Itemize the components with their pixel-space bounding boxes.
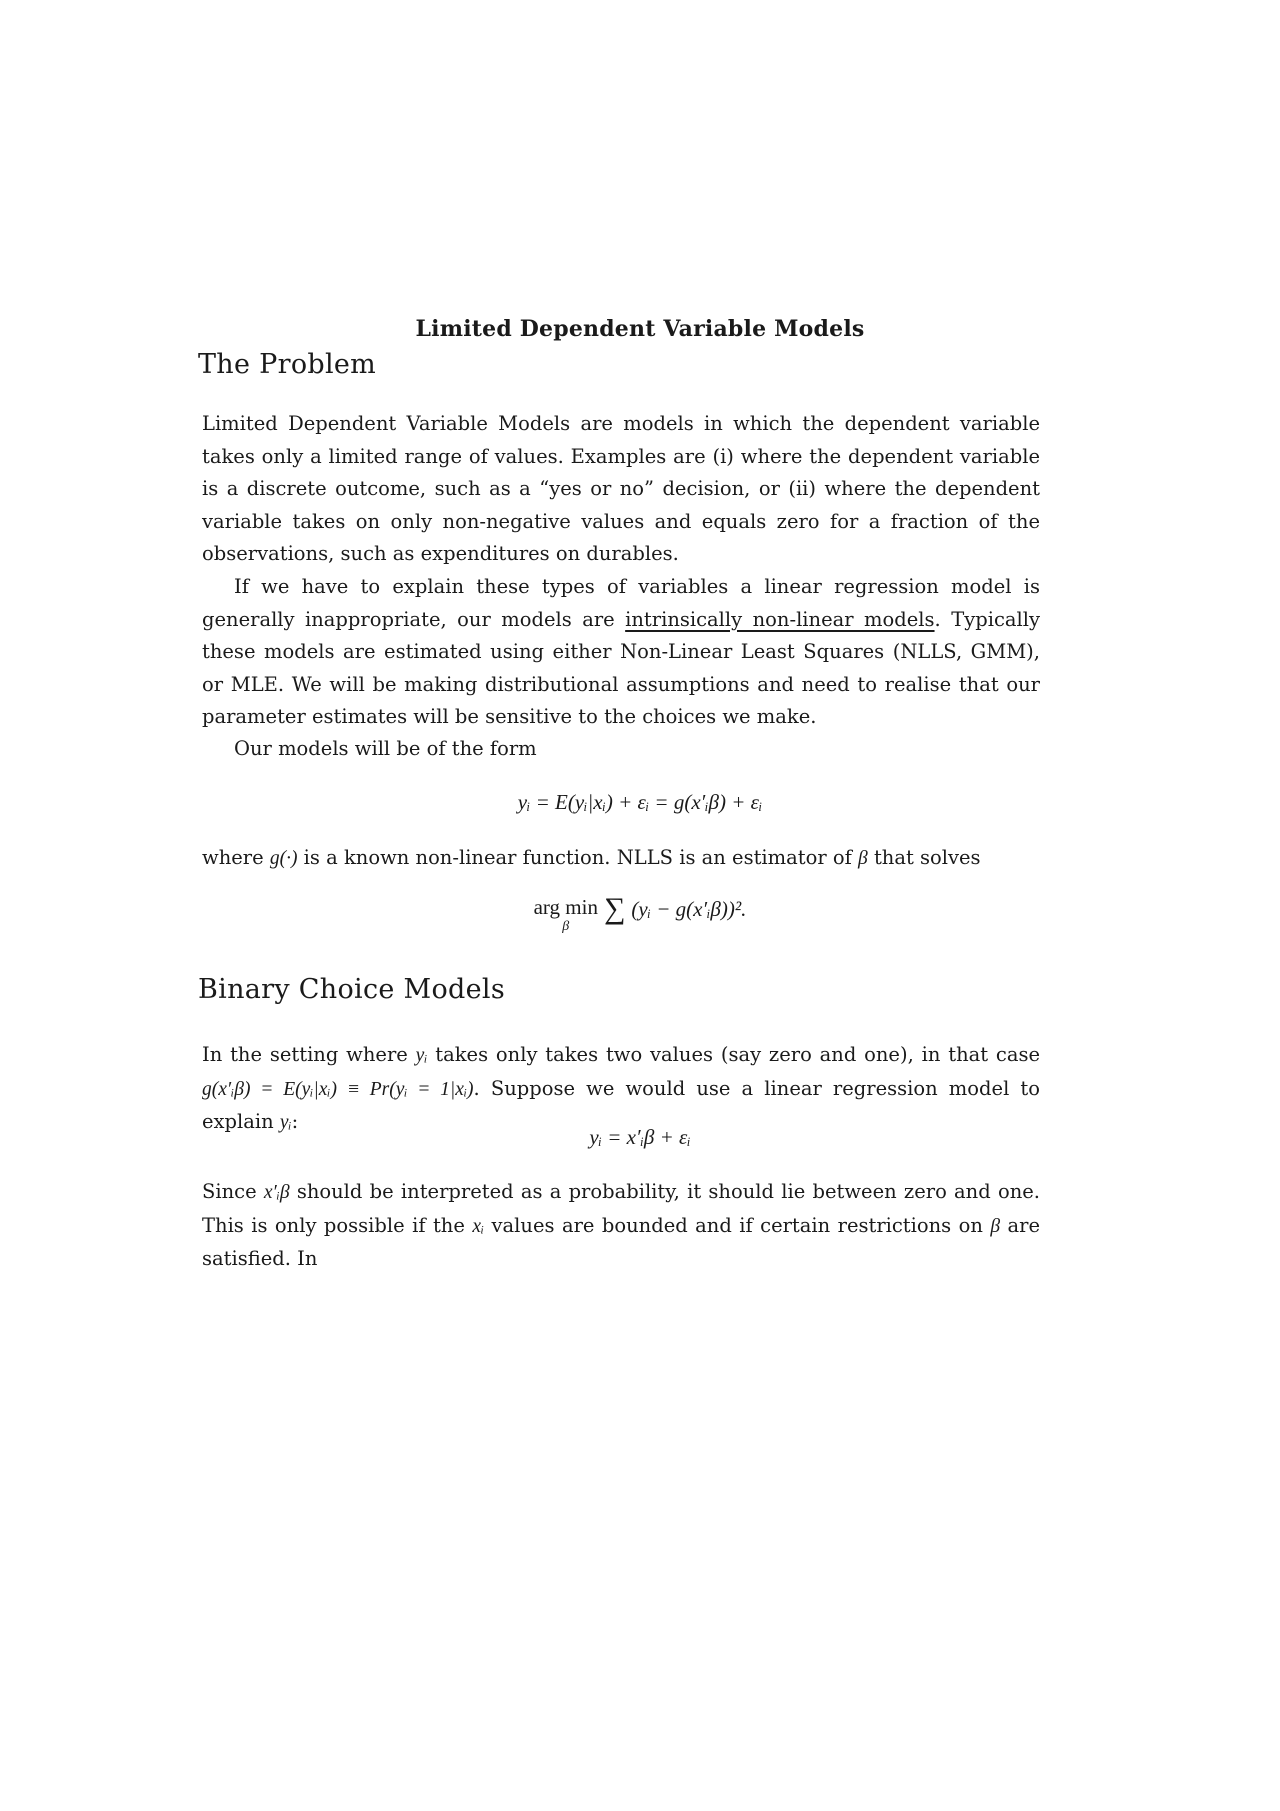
- math-expectation-expr: g(x′ᵢβ) = E(yᵢ|xᵢ) ≡ Pr(yᵢ = 1|xᵢ): [202, 1078, 474, 1100]
- paragraph-model-form: Our models will be of the form: [234, 737, 537, 760]
- paragraph-text: If we have to explain these types of variables a linear regression model is generally inappropriate, our models are: [202, 575, 1040, 631]
- paragraph-problem-intro: Limited Dependent Variable Models are models in which the dependent variable takes only a limited range of values. Examples are (i) where the dependent variable is a discrete outcome, such as a “yes or no” decision, or (ii) where the dependent variable takes on only non-negative values and equals zero for a fraction of the observations, such as expenditures on durables.: [202, 412, 1040, 565]
- paragraph-text: where: [202, 846, 270, 869]
- argmin-subscript: β: [562, 919, 570, 934]
- paragraph-text: should be interpreted as a probability, it should lie between zero and one. This is only possible if the: [202, 1180, 1040, 1237]
- math-yi: yᵢ: [279, 1112, 292, 1133]
- equation-nlls-argmin: [0, 892, 1280, 934]
- paragraph-text: that solves: [867, 846, 981, 869]
- math-g-function: g(·): [269, 848, 298, 869]
- math-yi: yᵢ: [415, 1045, 428, 1066]
- paragraph-text: In the setting where: [202, 1043, 416, 1066]
- section-heading-the-problem: The Problem: [198, 349, 377, 380]
- paragraph-text: . Typically these models are estimated using either Non-Linear Least Squares (NLLS, GMM), or MLE. We will be making distributional assumptions and need to realise that our parameter estimates will be sensitive to the choices we make.: [202, 607, 1040, 728]
- argmin-expression: [533, 892, 747, 934]
- summation-sign: ∑: [603, 892, 626, 925]
- paragraph-nlls: [202, 842, 1040, 876]
- paragraph-text: is a known non-linear function. NLLS is an estimator of: [297, 846, 859, 869]
- argmin-operator: [534, 897, 598, 934]
- paragraph-probability-bounds: [202, 1176, 1040, 1276]
- math-xi: xᵢ: [472, 1215, 485, 1237]
- section-heading-binary-choice: Binary Choice Models: [198, 974, 505, 1005]
- underlined-term: intrinsically non-linear models: [625, 607, 935, 631]
- paragraph-linear-inappropriate: [202, 571, 1040, 734]
- paragraph-text: takes only takes two values (say zero and one), in that case: [427, 1043, 1041, 1066]
- paragraph-text: . Suppose we would use a linear regression model to explain: [202, 1076, 1040, 1133]
- document-title: Limited Dependent Variable Models: [415, 316, 865, 342]
- math-beta: β: [990, 1215, 1001, 1237]
- argmin-body: (yᵢ − g(x′ᵢβ))².: [631, 897, 747, 921]
- paragraph-text: Since: [202, 1180, 264, 1203]
- paragraph-text: are satisfied. In: [202, 1213, 1041, 1270]
- paragraph-text: values are bounded and if certain restrictions on: [484, 1213, 991, 1237]
- equation-linear-probability: yᵢ = x′ᵢβ + εᵢ: [589, 1125, 691, 1149]
- argmin-label: arg min: [533, 895, 598, 919]
- math-xbeta: x′ᵢβ: [263, 1182, 290, 1203]
- paragraph-text: :: [291, 1110, 299, 1133]
- math-beta: β: [858, 848, 868, 869]
- equation-model-form: yᵢ = E(yᵢ|xᵢ) + εᵢ = g(x′ᵢβ) + εᵢ: [517, 790, 763, 814]
